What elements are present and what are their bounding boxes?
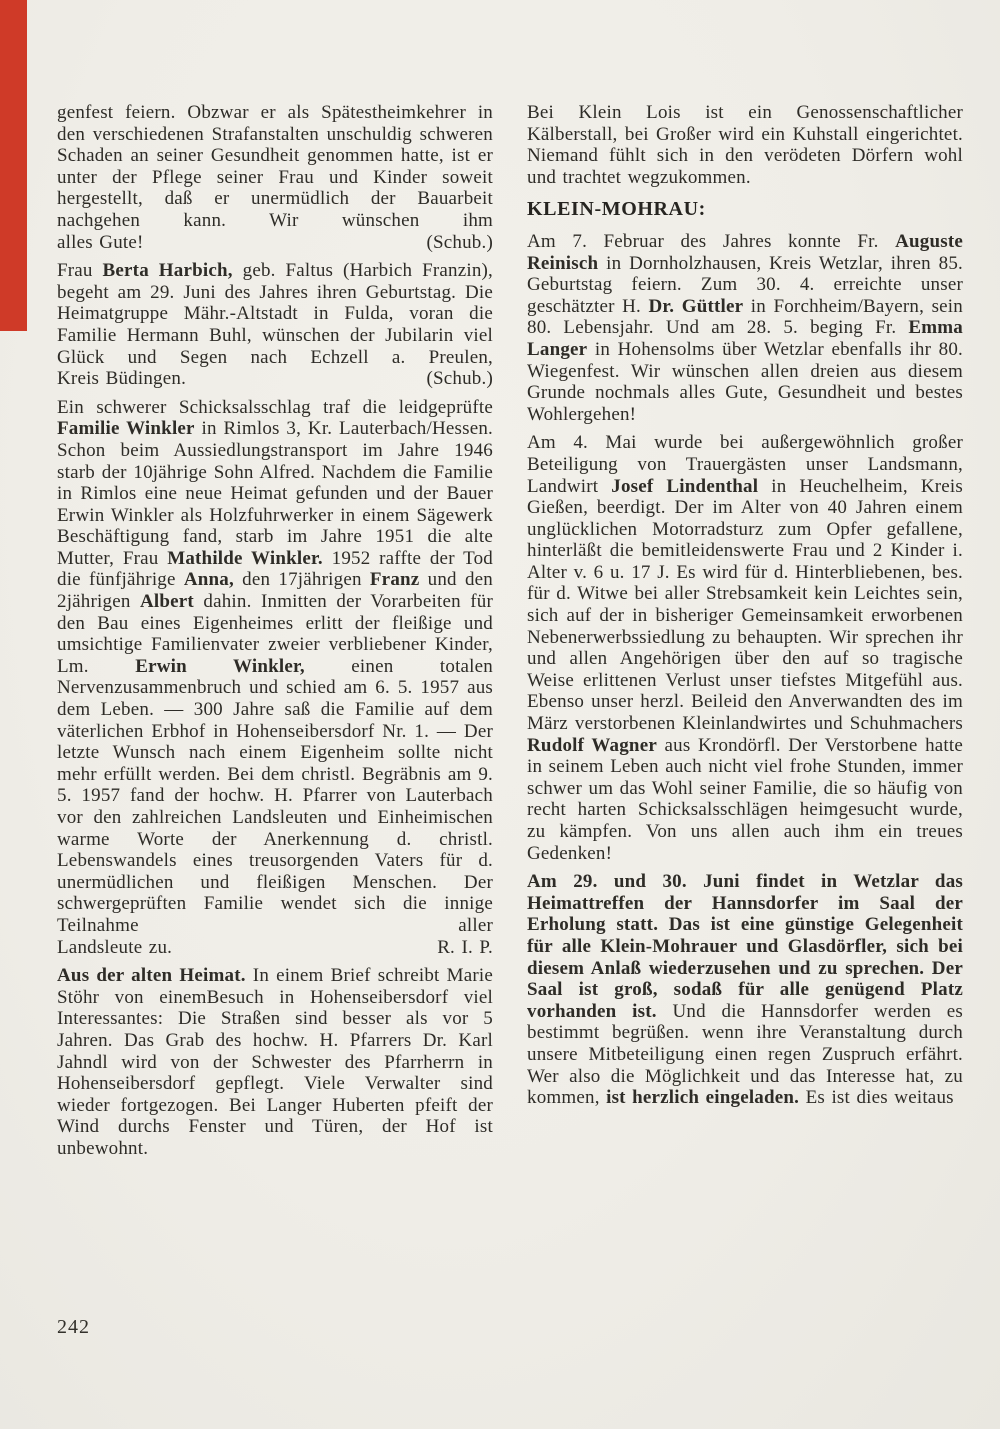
text-run: Am 7. Februar des Jahres konnte Fr. bbox=[527, 230, 896, 252]
last-line-text: alles Gute! bbox=[57, 231, 144, 253]
signature-text: (Schub.) bbox=[426, 368, 493, 390]
text-run: geb. Faltus (Harbich Franzin), begeht am 29. Juni des Jahres ihren Geburtstag. Die Heimatgruppe Mähr.-Altstadt in Fulda, voran die Familie Hermann Buhl, wünschen der Jubilarin viel Glück und Segen nach Echzell a. Preulen, bbox=[57, 260, 493, 368]
text-run: Und die Hannsdorfer werden es bestimmt begrüßen. wenn ihre Veranstaltung durch unsere Mitbeteiligung einen regen Zuspruch erfährt. Wer also die Möglichkeit und das Interesse hat, zu kommen, bbox=[527, 1000, 963, 1109]
last-line-text: Kreis Büdingen. bbox=[57, 368, 187, 390]
text-run: dahin. Inmitten der Vorarbeiten für den Bau eines Eigenheimes erlitt der fleißige und umsichtige Familienvater zweier verbliebener Kinder, Lm. bbox=[57, 591, 493, 677]
red-edge-stripe bbox=[0, 0, 27, 331]
right-text-column bbox=[527, 102, 963, 1116]
bold-text-run: Familie Winkler bbox=[57, 418, 195, 440]
text-run: Ein schwerer Schicksalsschlag traf die leidgeprüfte bbox=[57, 396, 493, 418]
text-run: In einem Brief schreibt Marie Stöhr von einemBesuch in Hohenseibersdorf viel Interessantes: Die Straßen sind besser als vor 5 Jahren. Das Grab des hochw. H. Pfarrers Dr. Karl Jahndl wird von der Schwester des Pfarrherrn in Hohenseibersdorf gepflegt. Viele Verwalter sind wieder fortgezogen. Bei Langer Huberten pfeift der Wind durchs Fenster und Türen, der Hof ist unbewohnt. bbox=[57, 965, 493, 1159]
last-line-text: Landsleute zu. bbox=[57, 936, 173, 958]
bold-text-run: Emma Langer bbox=[527, 317, 963, 360]
text-run: Frau bbox=[57, 260, 103, 282]
paragraph-last-line bbox=[57, 232, 493, 254]
bold-text-run: Josef Lindenthal bbox=[611, 475, 759, 497]
text-run: 1952 raffte der Tod die fünfjährige bbox=[57, 547, 493, 591]
bold-text-run: Franz bbox=[369, 569, 420, 591]
bold-text-run: Albert bbox=[139, 591, 194, 613]
text-run: aus Krondörfl. Der Verstorbene hatte in seinem Leben auch nicht viel frohe Stunden, immer schwer um das Wohl seiner Familie, die so häufig von recht harten Schicksalsschlägen heimgesucht wurde, zu kämpfen. Von uns allen auch ihm ein treues Gedenken! bbox=[527, 734, 964, 864]
text-run: in Dornholzhausen, Kreis Wetzlar, ihren 85. Geburtstag feiern. Zum 30. 4. erreichte unser geschätzter H. bbox=[527, 252, 963, 317]
paragraph bbox=[57, 965, 493, 1159]
bold-text-run: Auguste Reinisch bbox=[527, 230, 963, 274]
bold-text-run: ist herzlich eingeladen. bbox=[606, 1087, 800, 1109]
bold-text-run: Rudolf Wagner bbox=[527, 734, 657, 756]
text-run: und den 2jährigen bbox=[57, 569, 493, 613]
left-text-column bbox=[57, 102, 493, 1167]
paragraph bbox=[527, 871, 963, 1109]
paragraph bbox=[527, 231, 963, 425]
paragraph bbox=[57, 260, 493, 390]
paragraph bbox=[57, 397, 493, 958]
page-number: 242 bbox=[57, 1316, 90, 1338]
text-run: einen totalen Nervenzusammenbruch und schied am 6. 5. 1957 aus dem Leben. — 300 Jahre saß die Familie auf dem väterlichen Erbhof in Hohenseibersdorf Nr. 1. — Der letzte Wunsch nach einem Eigenheim sollte nicht mehr erfüllt werden. Bei dem christl. Begräbnis am 9. 5. 1957 fand der hochw. H. Pfarrer von Lauterbach vor den zahlreichen Landsleuten und Einheimischen warme Worte der Anerkennung d. christl. Lebenswandels eines treusorgenden Vaters für d. unermüdlichen und fleißigen Menschen. Der schwergeprüften Familie wendet sich die innige Teilnahme aller bbox=[57, 655, 493, 936]
text-run: genfest feiern. Obzwar er als Spätestheimkehrer in den verschiedenen Strafanstalten unschuldig schweren Schaden an seiner Gesundheit genommen hatte, ist er unter der Pflege seiner Frau und Kinder soweit hergestellt, daß er unermüdlich der Bauarbeit nachgehen kann. Wir wünschen ihm bbox=[57, 102, 493, 231]
bold-text-run: Dr. Güttler bbox=[648, 295, 744, 317]
text-run: in Forchheim/Bayern, sein 80. Lebensjahr. Und am 28. 5. beging Fr. bbox=[527, 295, 963, 339]
text-run: den 17jährigen bbox=[233, 569, 370, 591]
paragraph-last-line bbox=[57, 937, 493, 959]
bold-text-run: Anna, bbox=[183, 569, 234, 591]
paragraph-last-line bbox=[57, 368, 493, 390]
paragraph bbox=[527, 102, 963, 188]
text-run: in Hohensolms über Wetzlar ebenfalls ihr 80. Wiegenfest. Wir wünschen allen dreien aus diesem Grunde nochmals alles Gute, Gesundheit und bestes Wohlergehen! bbox=[527, 338, 963, 425]
text-run: Bei Klein Lois ist ein Genossenschaftlicher Kälberstall, bei Großer wird ein Kuhstall eingerichtet. Niemand fühlt sich in den verödeten Dörfern wohl und trachtet wegzukommen. bbox=[527, 102, 963, 188]
text-run: in Heuchelheim, Kreis Gießen, beerdigt. Der im Alter von 40 Jahren einem unglücklichen Motorradsturz zum Opfer gefallene, hinterläßt die bemitleidenswerte Frau und 2 Kinder i. Alter v. 6 u. 17 J. Es wird für d. Hinterbliebenen, bes. für d. Witwe bei aller Strebsamkeit kein Leichtes sein, sich auf der in bisheriger Gemeinsamkeit erworbenen Nebenerwerbssiedlung zu behaupten. Wir sprechen ihr und allen Angehörigen über den auf so tragische Weise erlittenen Verlust unser tiefstes Mitgefühl aus. Ebenso unser herzl. Beileid den Anverwandten des im März verstorbenen Kleinlandwirtes und Schuhmachers bbox=[527, 475, 964, 735]
text-run: Am 4. Mai wurde bei außergewöhnlich großer Beteiligung von Trauergästen unser Landsmann, Landwirt bbox=[527, 432, 963, 497]
bold-text-run: Aus der alten Heimat. bbox=[57, 965, 246, 987]
paragraph bbox=[527, 432, 963, 864]
bold-text-run: Erwin Winkler, bbox=[135, 655, 305, 677]
text-run: Es ist dies weitaus bbox=[799, 1087, 954, 1109]
signature-text: (Schub.) bbox=[426, 231, 493, 253]
paragraph bbox=[57, 102, 493, 253]
section-heading: KLEIN-MOHRAU: bbox=[527, 198, 706, 221]
bold-text-run: Mathilde Winkler. bbox=[167, 547, 323, 569]
bold-text-run: Berta Harbich, bbox=[102, 260, 233, 282]
signature-text: R. I. P. bbox=[437, 936, 493, 958]
text-run: in Rimlos 3, Kr. Lauterbach/Hessen. Schon beim Aussiedlungstransport im Jahre 1946 starb der 10jährige Sohn Alfred. Nachdem die Familie in Rimlos eine neue Heimat gefunden und der Bauer Erwin Winkler als Holzfuhrwerker in einem Sägewerk Beschäftigung fand, starb im Jahre 1951 die alte Mutter, Frau bbox=[57, 418, 494, 569]
bold-text-run: Am 29. und 30. Juni findet in Wetzlar das Heimattreffen der Hannsdorfer im Saal der Erholung statt. Das ist eine günstige Gelegenheit für alle Klein-Mohrauer und Glasdörfler, sich bei diesem Anlaß wiederzusehen und zu sprechen. Der Saal ist groß, sodaß für alle genügend Platz vorhanden ist. bbox=[527, 871, 963, 1022]
